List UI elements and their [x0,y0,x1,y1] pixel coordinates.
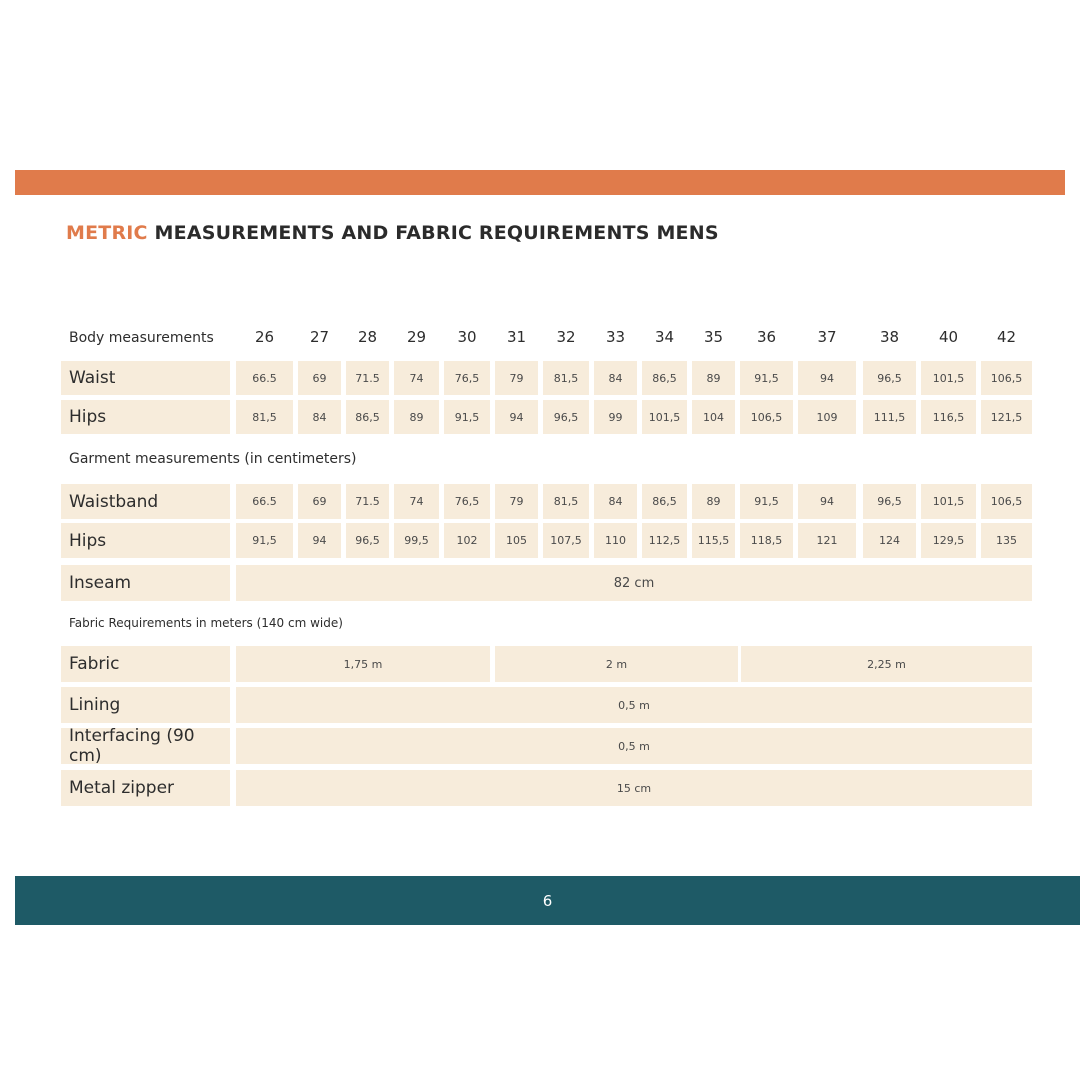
table-cell: 81,5 [236,400,293,434]
table-cell: 86,5 [642,361,687,395]
table-cell: 105 [495,523,538,558]
table-cell: 99,5 [394,523,439,558]
table-cell: 84 [594,361,637,395]
table-cell: 106,5 [981,484,1032,519]
size-header: 29 [406,328,427,346]
table-cell: 110 [594,523,637,558]
size-header: 38 [879,328,900,346]
fabric-cell: 2,25 m [741,646,1032,682]
table-cell: 91,5 [740,361,793,395]
table-cell: 71.5 [346,361,389,395]
table-cell: 96,5 [863,484,916,519]
size-header: 33 [605,328,626,346]
table-cell: 99 [594,400,637,434]
fabric-cell: 0,5 m [236,728,1032,764]
table-cell: 66.5 [236,361,293,395]
table-cell: 96,5 [543,400,589,434]
table-cell: 79 [495,361,538,395]
row-label: Hips [61,400,230,434]
table-cell: 109 [798,400,856,434]
fabric-section-heading: Fabric Requirements in meters (140 cm wide) [69,616,343,630]
table-cell: 94 [798,361,856,395]
table-cell: 112,5 [642,523,687,558]
table-cell: 79 [495,484,538,519]
page-number: 6 [542,891,553,910]
garment-section-heading: Garment measurements (in centimeters) [69,451,357,467]
row-label: Waist [61,361,230,395]
table-cell: 84 [298,400,341,434]
size-header: 27 [309,328,330,346]
table-cell: 135 [981,523,1032,558]
table-cell: 91,5 [444,400,490,434]
size-header: 32 [556,328,576,346]
page-title [66,222,719,244]
row-label: Metal zipper [61,770,230,806]
table-cell: 94 [798,484,856,519]
table-cell: 106,5 [981,361,1032,395]
table-cell: 101,5 [921,361,976,395]
table-cell: 111,5 [863,400,916,434]
table-cell: 81,5 [543,484,589,519]
table-cell: 107,5 [543,523,589,558]
table-cell: 89 [692,484,735,519]
table-cell: 101,5 [921,484,976,519]
size-header: 26 [254,328,275,346]
table-cell: 89 [692,361,735,395]
table-cell: 102 [444,523,490,558]
row-label: Lining [61,687,230,723]
table-cell: 121,5 [981,400,1032,434]
size-header: 28 [357,328,378,346]
title-rest: MEASUREMENTS AND FABRIC REQUIREMENTS MENS [154,222,719,244]
table-cell: 101,5 [642,400,687,434]
table-cell: 69 [298,484,341,519]
title-accent: METRIC [66,222,148,244]
table-cell: 76,5 [444,361,490,395]
table-cell: 115,5 [692,523,735,558]
row-label: Hips [61,523,230,558]
fabric-cell: 2 m [495,646,738,682]
size-header: 40 [938,328,959,346]
table-cell: 84 [594,484,637,519]
table-cell: 118,5 [740,523,793,558]
table-cell: 129,5 [921,523,976,558]
row-label: Inseam [61,565,230,601]
table-cell: 116,5 [921,400,976,434]
size-header: 37 [817,328,837,346]
fabric-cell: 1,75 m [236,646,490,682]
table-cell: 86,5 [642,484,687,519]
table-cell: 91,5 [236,523,293,558]
size-header: 35 [703,328,724,346]
size-header: 34 [654,328,675,346]
size-header: 42 [996,328,1017,346]
table-cell: 94 [495,400,538,434]
row-label: Fabric [61,646,230,682]
table-cell: 96,5 [346,523,389,558]
table-cell: 74 [394,361,439,395]
fabric-cell: 15 cm [236,770,1032,806]
table-cell: 96,5 [863,361,916,395]
table-cell: 104 [692,400,735,434]
table-cell: 121 [798,523,856,558]
table-cell: 66.5 [236,484,293,519]
size-header: 30 [457,328,477,346]
table-cell: 91,5 [740,484,793,519]
size-header: 36 [756,328,777,346]
table-cell: 86,5 [346,400,389,434]
table-cell: 94 [298,523,341,558]
size-header: 31 [506,328,527,346]
table-cell: 74 [394,484,439,519]
table-cell: 124 [863,523,916,558]
table-cell: 81,5 [543,361,589,395]
table-cell: 106,5 [740,400,793,434]
table-cell: 76,5 [444,484,490,519]
table-cell: 71.5 [346,484,389,519]
inseam-value: 82 cm [236,565,1032,601]
table-cell: 89 [394,400,439,434]
row-label: Interfacing (90 cm) [61,728,230,764]
body-measurements-label: Body measurements [69,330,214,346]
table-cell: 69 [298,361,341,395]
row-label: Waistband [61,484,230,519]
fabric-cell: 0,5 m [236,687,1032,723]
top-accent-bar [15,170,1065,195]
footer-bar [15,876,1080,925]
